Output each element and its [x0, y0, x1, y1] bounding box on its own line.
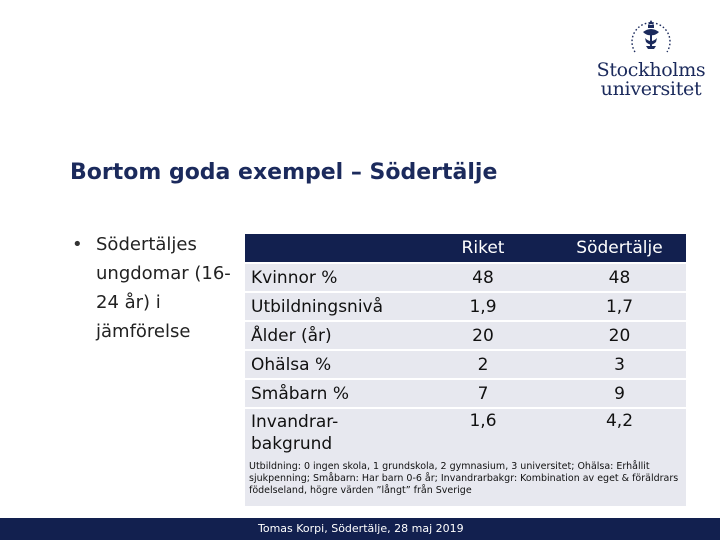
- row-label: Utbildningsnivå: [245, 292, 413, 321]
- row-sodertalje-value: 20: [553, 321, 686, 350]
- table-footnote: Utbildning: 0 ingen skola, 1 grundskola, 2 gymnasium, 3 universitet; Ohälsa: Erhållit sjukpenning; Småbarn: Har barn 0-6 år; Invandrarbakgr: Kombination av eget & föräldrars födelseland, högre värden ”långt” från Sverige: [245, 458, 686, 506]
- table-row: [245, 263, 686, 292]
- table-row: [245, 321, 686, 350]
- row-label: Kvinnor %: [245, 263, 413, 292]
- row-riket-value: 1,9: [413, 292, 553, 321]
- header-riket: Riket: [413, 234, 553, 263]
- table-row: [245, 379, 686, 408]
- header-empty: [245, 234, 413, 263]
- row-riket-value: 20: [413, 321, 553, 350]
- stockholms-universitet-logo: [596, 14, 706, 106]
- logo-line-2: universitet: [600, 78, 702, 100]
- header-sodertalje: Södertälje: [553, 234, 686, 263]
- row-riket-value: 7: [413, 379, 553, 408]
- table-row: [245, 292, 686, 321]
- logo-line-1: Stockholms: [596, 59, 706, 81]
- slide-title: Bortom goda exempel – Södertälje: [70, 160, 498, 185]
- row-riket-value: 48: [413, 263, 553, 292]
- bullet-list: [70, 230, 235, 346]
- row-label: Ohälsa %: [245, 350, 413, 379]
- bullet-item: • Södertäljes ungdomar (16-24 år) i jämförelse: [70, 230, 235, 346]
- table-row: [245, 350, 686, 379]
- table-row: [245, 408, 686, 464]
- row-sodertalje-value: 48: [553, 263, 686, 292]
- row-label: Småbarn %: [245, 379, 413, 408]
- row-riket-value: 1,6: [413, 408, 553, 464]
- row-riket-value: 2: [413, 350, 553, 379]
- row-sodertalje-value: 9: [553, 379, 686, 408]
- row-sodertalje-value: 1,7: [553, 292, 686, 321]
- row-sodertalje-value: 4,2: [553, 408, 686, 464]
- row-label: Ålder (år): [245, 321, 413, 350]
- table-header-row: [245, 234, 686, 263]
- footer-bar: [0, 518, 720, 540]
- row-sodertalje-value: 3: [553, 350, 686, 379]
- comparison-table: [245, 234, 686, 465]
- footer-text: Tomas Korpi, Södertälje, 28 maj 2019: [258, 522, 464, 535]
- university-seal-icon: [627, 14, 675, 58]
- row-label: Invandrar-bakgrund: [245, 408, 413, 464]
